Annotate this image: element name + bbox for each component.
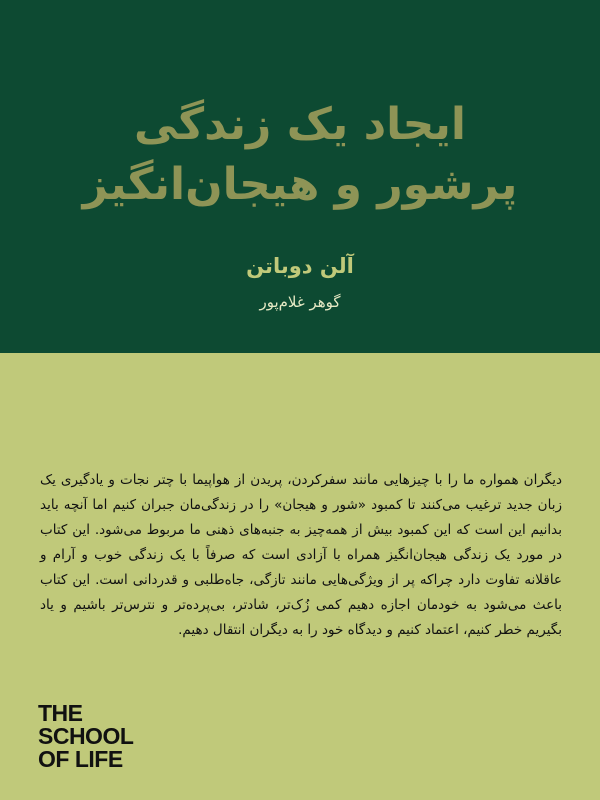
book-title xyxy=(40,95,560,215)
book-title-line-2: پرشور و هیجان‌انگیز xyxy=(82,159,518,210)
back-blurb: دیگران همواره ما را با چیزهایی مانند سفرکردن، پریدن از هواپیما با چتر نجات و یادگیری یک زبان جدید ترغیب می‌کنند تا کمبود «شور و هیجان» را در زندگی‌مان جبران کنیم اما آنچه باید بدانیم این است که این کمبود بیش از همه‌چیز به جنبه‌های ذهنی ما مربوط می‌شود. این کتاب در مورد یک زندگی هیجان‌انگیز همراه با آزادی است که صرفاً با یک زندگی خوب و آرام و عاقلانه تفاوت دارد چراکه پر از ویژگی‌هایی مانند تازگی، جاه‌طلبی و قدردانی است. این کتاب باعث می‌شود به خودمان اجازه دهیم کمی زُک‌تر، شادتر، بی‌پرده‌تر و نترس‌تر باشیم و یاد بگیریم خطر کنیم، اعتماد کنیم و دیدگاه خود را به دیگران انتقال دهیم. xyxy=(40,472,562,638)
logo-line-2: SCHOOL xyxy=(38,723,134,749)
translator-name: گوهر غلام‌پور xyxy=(259,293,341,311)
logo-line-1: THE xyxy=(38,700,83,726)
cover-top-panel xyxy=(0,0,600,353)
logo-line-3: OF LIFE xyxy=(38,746,123,772)
school-of-life-logo xyxy=(38,702,133,771)
book-title-line-1: ایجاد یک زندگی xyxy=(134,99,466,150)
author-name: آلن دوباتن xyxy=(246,254,354,278)
